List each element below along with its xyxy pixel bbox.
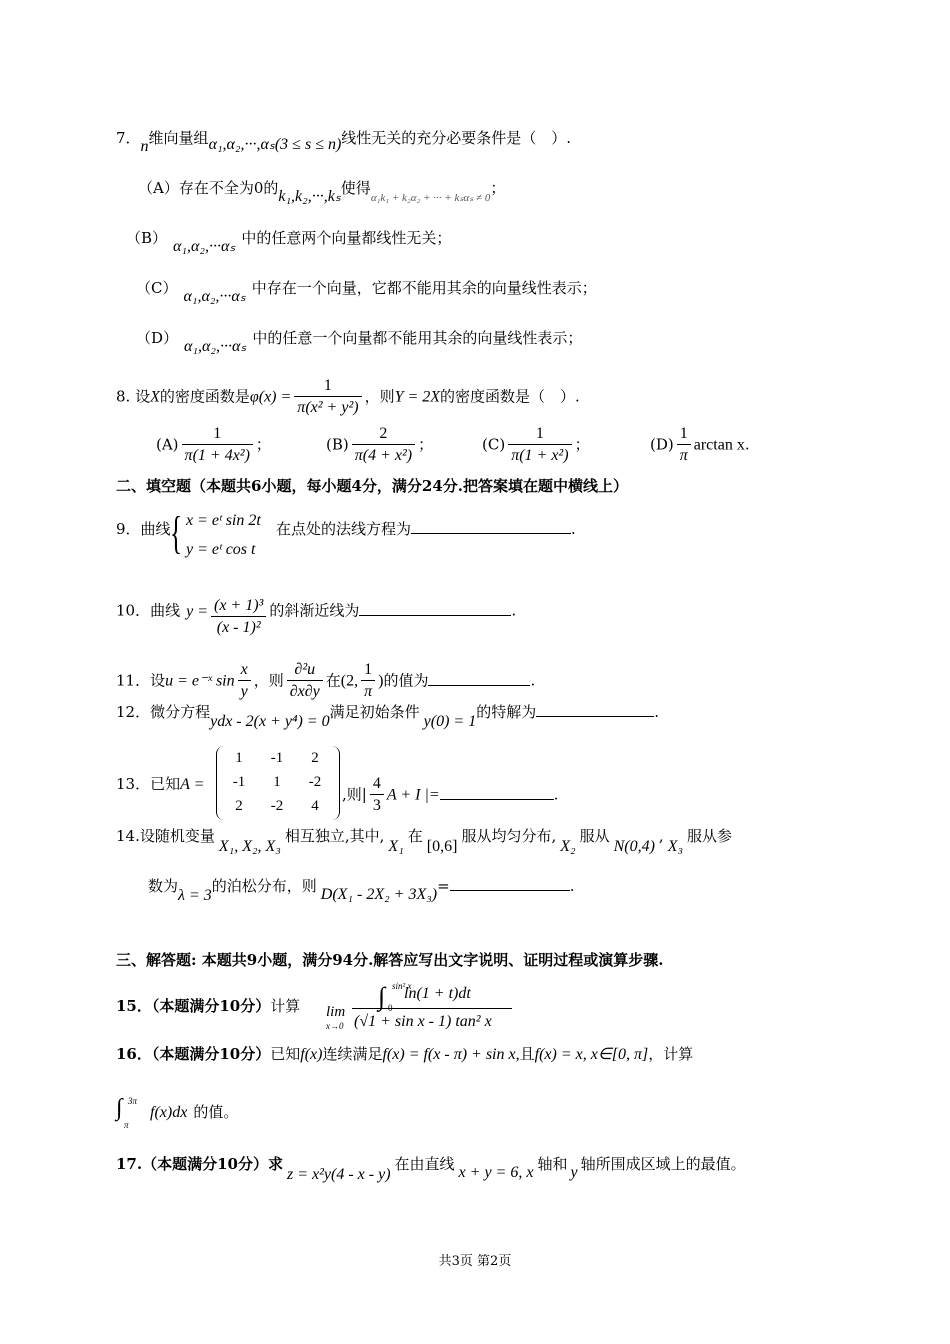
q7-vectors: α₁,α₂,···,αₛ(3 ≤ s ≤ n) <box>208 136 342 153</box>
q15-upper: sin² x <box>392 981 412 991</box>
q14-text2: 在 <box>407 827 423 845</box>
q11-point-pre: (2, <box>340 672 359 690</box>
q14-text4: 服从 <box>579 827 610 845</box>
q14-interval: [0,6] <box>426 838 458 855</box>
q14-line2 <box>148 876 575 904</box>
q8-text1: 的密度函数是 <box>159 387 250 406</box>
q11-point-fraction <box>361 660 375 703</box>
q8-b-den: π(4 + x²) <box>354 447 413 464</box>
q12-answer-blank[interactable] <box>536 702 654 717</box>
q15-integral-sign: ∫ <box>378 982 386 1011</box>
q13-fraction <box>370 774 384 817</box>
q14-text3: 服从均匀分布, <box>461 827 557 845</box>
q7-n: n <box>140 138 149 155</box>
q15-number: 15．（本题满分10分） <box>116 997 271 1015</box>
q9-answer-blank[interactable] <box>411 519 571 534</box>
q14-dexpr: D(X₁ - 2X₂ + 3X₃) <box>320 886 438 903</box>
q14-text1: 相互独立,其中, <box>284 827 385 845</box>
q7-a-ks: k₁,k₂,···,kₛ <box>278 188 341 205</box>
q9-text-body: 在点处的法线方程为 <box>276 520 412 538</box>
q8-phi: φ(x) = <box>249 388 292 406</box>
q16-cond: f(x) = x, x∈[0, π] <box>534 1046 649 1063</box>
q11-derivative <box>287 660 323 703</box>
q7-stem <box>116 128 572 155</box>
q12-equation: ydx - 2(x + y⁴) = 0 <box>210 713 330 730</box>
q8-density-fraction <box>294 376 361 419</box>
q11-answer-blank[interactable] <box>428 671 530 686</box>
q10-row <box>116 590 517 636</box>
q8-c-fraction <box>508 424 571 467</box>
q11-point-den: π <box>364 683 373 700</box>
q8-number: 8. 设 <box>116 387 151 406</box>
q15-integrand: ln(1 + t)dt <box>404 985 471 1002</box>
q17-number: 17.（本题满分10分）求 <box>116 1155 283 1173</box>
q11-d-den: ∂x∂y <box>289 683 320 700</box>
q16-eq: f(x) = f(x - π) + sin x, <box>382 1046 520 1063</box>
q7-c-vecs: α₁,α₂,···αₛ <box>183 288 246 305</box>
q11-text2: 在 <box>325 671 341 690</box>
q9-line1: x = eᵗ sin 2t <box>186 512 261 529</box>
q8-density-den: π(x² + y²) <box>297 399 359 416</box>
q15-fraction-bar <box>352 1008 512 1009</box>
q14-text5: 服从参 <box>687 827 733 845</box>
q14-x3: X₃ <box>667 838 684 855</box>
q10-den: (x - 1)² <box>216 619 261 636</box>
q8-c-num: 1 <box>508 424 571 445</box>
q8-c-den: π(1 + x²) <box>511 447 569 464</box>
q12-text1: 满足初始条件 <box>329 703 420 721</box>
q8-a-semi: ； <box>255 435 271 454</box>
q16-integral-sign: ∫ <box>116 1095 123 1121</box>
q11-text3: 的值为 <box>383 671 429 690</box>
q7-a-end: ； <box>490 179 506 197</box>
q7-d-label: （D） <box>136 329 179 347</box>
q7-b-text: 中的任意两个向量都线性无关； <box>241 229 452 247</box>
q9-text <box>276 519 576 539</box>
q15-lim: lim <box>326 1004 346 1020</box>
q13-matrix-cell: 1 <box>235 750 243 766</box>
q7-c-text: 中存在一个向量，它都不能用其余的向量线性表示； <box>251 279 597 297</box>
q11-row <box>116 660 535 703</box>
q13-number: 13．已知 <box>116 775 181 793</box>
q17-text1: 在由直线 <box>394 1155 455 1173</box>
q15-text: 计算 <box>270 997 301 1015</box>
q9-label: 9．曲线 <box>116 520 171 538</box>
q14-comma: , <box>658 827 664 845</box>
q8-b-fraction <box>352 424 415 467</box>
q14-line2a: 数为 <box>148 877 179 895</box>
q16-integrand: f(x)dx <box>150 1104 188 1121</box>
q12-row <box>116 702 660 730</box>
q10-end: . <box>511 601 517 620</box>
q14-x1: X₁ <box>388 838 404 855</box>
q8-text3: 的密度函数是（ ）. <box>440 387 580 406</box>
q15-denominator: (√1 + sin x - 1) tan² x <box>354 1013 492 1030</box>
q11-xy-fraction <box>238 660 251 703</box>
q8-text2: ，则 <box>364 387 395 406</box>
q10-num: (x + 1)³ <box>211 596 266 617</box>
q14-end: . <box>569 877 575 895</box>
q14-line2b: 的泊松分布，则 <box>211 877 317 895</box>
q7-text1: 维向量组 <box>148 129 209 147</box>
q8-a-fraction <box>182 424 253 467</box>
q8-stem <box>116 376 580 419</box>
q16-line2 <box>150 1102 238 1123</box>
q7-d-text: 中的任意一个向量都不能用其余的向量线性表示； <box>252 329 583 347</box>
q11-point-post: ) <box>378 672 384 690</box>
q16-text3: 且 <box>519 1045 535 1063</box>
q9-end: . <box>571 520 576 538</box>
q14-vars: X₁, X₂, X₃ <box>218 838 281 855</box>
section-3-heading: 三、解答题: 本题共9小题，满分94分.解答应写出文字说明、证明过程或演算步骤. <box>116 951 664 969</box>
q11-y: y <box>240 683 248 700</box>
q7-option-c <box>136 278 597 305</box>
q15-label <box>116 996 300 1016</box>
q16-upper: 3π <box>128 1096 138 1106</box>
q8-b-semi: ； <box>418 435 434 454</box>
q13-text1: ,则| <box>342 785 367 804</box>
q13-num: 4 <box>370 774 384 795</box>
q16-fx: f(x) <box>300 1046 323 1063</box>
q13-answer-blank[interactable] <box>440 785 554 800</box>
q14-answer-blank[interactable] <box>450 876 570 891</box>
q8-d-tail: arctan x <box>693 436 745 454</box>
q14-normal: N(0,4) <box>613 838 655 855</box>
q14-lambda: λ = 3 <box>178 887 212 904</box>
q8-c-semi: ； <box>574 435 590 454</box>
q7-option-d <box>136 328 583 355</box>
q9-brace: { <box>170 507 183 558</box>
q11-label: 11．设 <box>116 671 166 690</box>
q13-matrix-cell: 4 <box>311 798 319 814</box>
q7-number: 7． <box>116 129 141 147</box>
q16-text5: 的值。 <box>193 1103 239 1121</box>
q17-text2: 轴和 <box>537 1155 568 1173</box>
q7-a-expr: α₁k₁ + k₂α₂ + ··· + kₛαₛ ≠ 0 <box>370 192 491 204</box>
q7-option-b <box>126 228 452 255</box>
q8-d-dot: . <box>744 435 750 454</box>
q11-u: u = e⁻ˣ sin <box>165 672 235 690</box>
q8-a-den: π(1 + 4x²) <box>184 447 250 464</box>
q13-matrix-cell: 2 <box>235 798 243 814</box>
q13-matrix-cell: -2 <box>308 774 322 790</box>
q8-option-c <box>482 424 590 467</box>
q13-expr: A + I |= <box>386 786 440 804</box>
q11-x: x <box>238 660 251 681</box>
q7-c-label: （C） <box>136 279 178 297</box>
q8-d-num: 1 <box>677 424 691 445</box>
q8-d-fraction <box>677 424 691 467</box>
q16-text1: 已知 <box>270 1045 301 1063</box>
q7-d-vecs: α₁,α₂,···αₛ <box>184 338 247 355</box>
q8-y: Y = 2X <box>394 388 441 406</box>
q12-init: y(0) = 1 <box>423 713 477 730</box>
q13-matrix <box>216 746 340 820</box>
q8-c-label: (C) <box>482 435 506 454</box>
q10-label: 10．曲线 <box>116 601 181 620</box>
q13-end: . <box>553 785 559 804</box>
q16-number: 16．（本题满分10分） <box>116 1045 271 1063</box>
q17-row <box>116 1154 746 1183</box>
q17-y: y <box>570 1164 578 1181</box>
q14-eq: = <box>437 877 450 895</box>
q8-d-label: (D) <box>650 435 674 454</box>
q8-option-a <box>156 424 271 467</box>
q9-line2: y = eᵗ cos t <box>186 541 256 558</box>
q13-tail <box>342 774 558 817</box>
q8-option-b <box>326 424 433 467</box>
q15-lower: 0 <box>388 1003 393 1013</box>
q11-end: . <box>530 671 536 690</box>
q10-text: 的斜渐近线为 <box>269 601 360 620</box>
q14-line1 <box>116 826 733 855</box>
q8-b-num: 2 <box>352 424 415 445</box>
q8-density-num: 1 <box>294 376 361 397</box>
q8-x: X <box>150 388 160 406</box>
q14-x2: X₂ <box>560 838 576 855</box>
q8-b-label: (B) <box>326 435 349 454</box>
q16-text4: ，计算 <box>648 1045 694 1063</box>
q7-a-label: （A）存在不全为0的 <box>138 179 279 197</box>
q11-d-num: ∂²u <box>287 660 323 681</box>
q12-end: . <box>654 703 660 721</box>
q17-z: z = x²y(4 - x - y) <box>286 1166 391 1183</box>
q13-den: 3 <box>372 797 381 814</box>
q10-answer-blank[interactable] <box>359 601 511 616</box>
q13-matrix-cell: 1 <box>273 774 281 790</box>
q7-a-text: 使得 <box>340 179 371 197</box>
q17-line: x + y = 6, x <box>458 1164 534 1181</box>
section-2-heading: 二、填空题（本题共6小题，每小题4分，满分24分.把答案填在题中横线上） <box>116 477 628 495</box>
q11-text1: ，则 <box>253 671 284 690</box>
q14-label: 14.设随机变量 <box>116 827 215 845</box>
q10-fraction <box>211 596 266 639</box>
q16-text2: 连续满足 <box>322 1045 383 1063</box>
q16-lower: π <box>124 1120 129 1130</box>
q7-b-vecs: α₁,α₂,···αₛ <box>173 238 236 255</box>
q12-text2: 的特解为 <box>476 703 537 721</box>
page-footer: 共3页 第2页 <box>438 1254 512 1269</box>
q13-matrix-cell: -2 <box>270 798 284 814</box>
q13-matrix-cell: 2 <box>311 750 319 766</box>
q13-matrix-cell: -1 <box>232 774 246 790</box>
q13-a: A = <box>180 776 205 793</box>
q8-d-den: π <box>679 447 688 464</box>
q17-text3: 轴所围成区域上的最值。 <box>580 1155 746 1173</box>
q8-a-label: (A) <box>156 435 179 454</box>
q7-b-label: （B） <box>126 229 168 247</box>
q8-option-d <box>650 424 750 467</box>
q10-y: y = <box>186 602 208 620</box>
q7-option-a <box>138 178 506 205</box>
q12-label: 12．微分方程 <box>116 703 211 721</box>
q16-line1 <box>116 1044 693 1065</box>
q7-text2: 线性无关的充分必要条件是（ ）. <box>341 129 572 147</box>
q8-a-num: 1 <box>182 424 253 445</box>
q15-lim-sub: x→0 <box>326 1021 344 1031</box>
q11-point-num: 1 <box>361 660 375 681</box>
q13-matrix-cell: -1 <box>270 750 284 766</box>
q13-label <box>116 774 204 795</box>
